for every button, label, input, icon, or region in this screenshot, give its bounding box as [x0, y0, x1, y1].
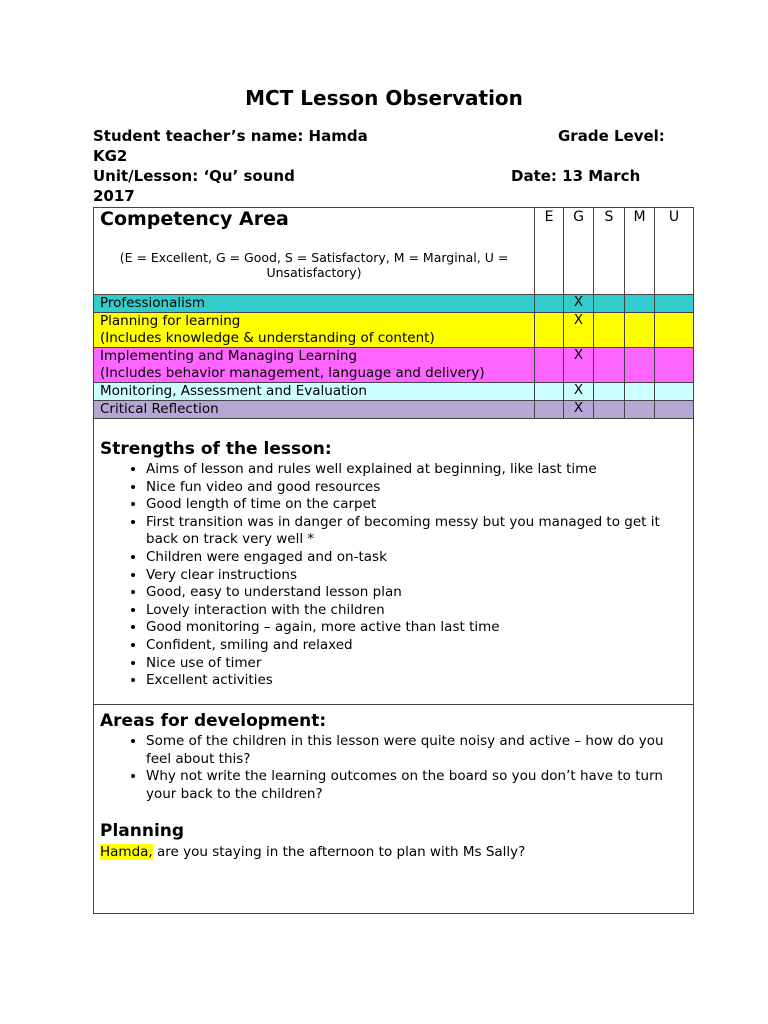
development-title: Areas for development:	[100, 711, 327, 731]
rating-mark: X	[564, 348, 594, 383]
planning-comment	[100, 843, 687, 861]
rating-mark: X	[564, 313, 594, 348]
planning-title: Planning	[100, 821, 185, 842]
competency-header-cell	[94, 208, 535, 295]
strength-item: • Good, easy to understand lesson plan	[146, 584, 687, 602]
competency-label	[94, 348, 535, 383]
strength-item: • Nice use of timer	[146, 655, 687, 673]
strength-item: • Nice fun video and good resources	[146, 479, 687, 497]
competency-name: Critical Reflection	[100, 401, 219, 417]
rating-head-e: E	[535, 208, 564, 295]
strength-item: • Lovely interaction with the children	[146, 602, 687, 620]
strength-item: • Aims of lesson and rules well explained at beginning, like last time	[146, 461, 687, 479]
competency-row-reflection	[94, 401, 694, 419]
development-list	[100, 733, 687, 803]
competency-name: Monitoring, Assessment and Evaluation	[100, 383, 367, 399]
rating-mark: X	[564, 295, 594, 313]
competency-row-implementing	[94, 348, 694, 383]
unit-lesson: Unit/Lesson: ‘Qu’ sound	[93, 167, 295, 185]
date-year: 2017	[93, 187, 135, 205]
competency-label	[94, 401, 535, 419]
student-name: Student teacher’s name: Hamda	[93, 127, 368, 145]
strength-item: • Very clear instructions	[146, 567, 687, 585]
strengths-list	[100, 461, 687, 690]
strength-item: • Excellent activities	[146, 672, 687, 690]
competency-name: Professionalism	[100, 295, 206, 311]
development-row	[94, 705, 694, 914]
competency-label	[94, 295, 535, 313]
rating-mark: X	[564, 401, 594, 419]
competency-header-row	[94, 208, 694, 295]
strengths-row	[94, 419, 694, 705]
highlighted-name: Hamda,	[100, 844, 153, 861]
competency-name: Implementing and Managing Learning	[100, 348, 358, 364]
rating-head-m: M	[625, 208, 655, 295]
development-item: • Some of the children in this lesson were quite noisy and active – how do you feel about this?	[146, 733, 687, 768]
strength-item: • Children were engaged and on-task	[146, 549, 687, 567]
date-label: Date: 13 March	[511, 167, 641, 185]
competency-title: Competency Area	[100, 208, 289, 230]
strengths-section	[94, 419, 694, 705]
grade-level-label: Grade Level:	[558, 127, 665, 145]
competency-note: (Includes behavior management, language and delivery)	[100, 365, 485, 381]
competency-row-planning	[94, 313, 694, 348]
competency-row-monitoring	[94, 383, 694, 401]
rating-head-g: G	[564, 208, 594, 295]
strengths-title: Strengths of the lesson:	[100, 439, 332, 459]
strength-item: • Good length of time on the carpet	[146, 496, 687, 514]
grade-level-value: KG2	[93, 147, 128, 165]
competency-label	[94, 383, 535, 401]
rating-mark: X	[564, 383, 594, 401]
competency-label	[94, 313, 535, 348]
planning-text: are you staying in the afternoon to plan with Ms Sally?	[152, 844, 526, 861]
strength-item: • Good monitoring – again, more active than last time	[146, 619, 687, 637]
competency-note: (Includes knowledge & understanding of content)	[100, 330, 435, 346]
rating-legend: (E = Excellent, G = Good, S = Satisfactory, M = Marginal, U = Unsatisfactory)	[119, 250, 509, 280]
strength-item: • First transition was in danger of becoming messy but you managed to get it back on track very well *	[146, 514, 687, 549]
rating-head-u: U	[655, 208, 694, 295]
page-title: MCT Lesson Observation	[245, 86, 523, 110]
competency-name: Planning for learning	[100, 313, 241, 329]
development-item: • Why not write the learning outcomes on the board so you don’t have to turn your back to the children?	[146, 768, 687, 803]
strength-item: • Confident, smiling and relaxed	[146, 637, 687, 655]
observation-table	[93, 207, 694, 914]
competency-row-professionalism	[94, 295, 694, 313]
rating-head-s: S	[594, 208, 625, 295]
development-section	[94, 705, 694, 914]
